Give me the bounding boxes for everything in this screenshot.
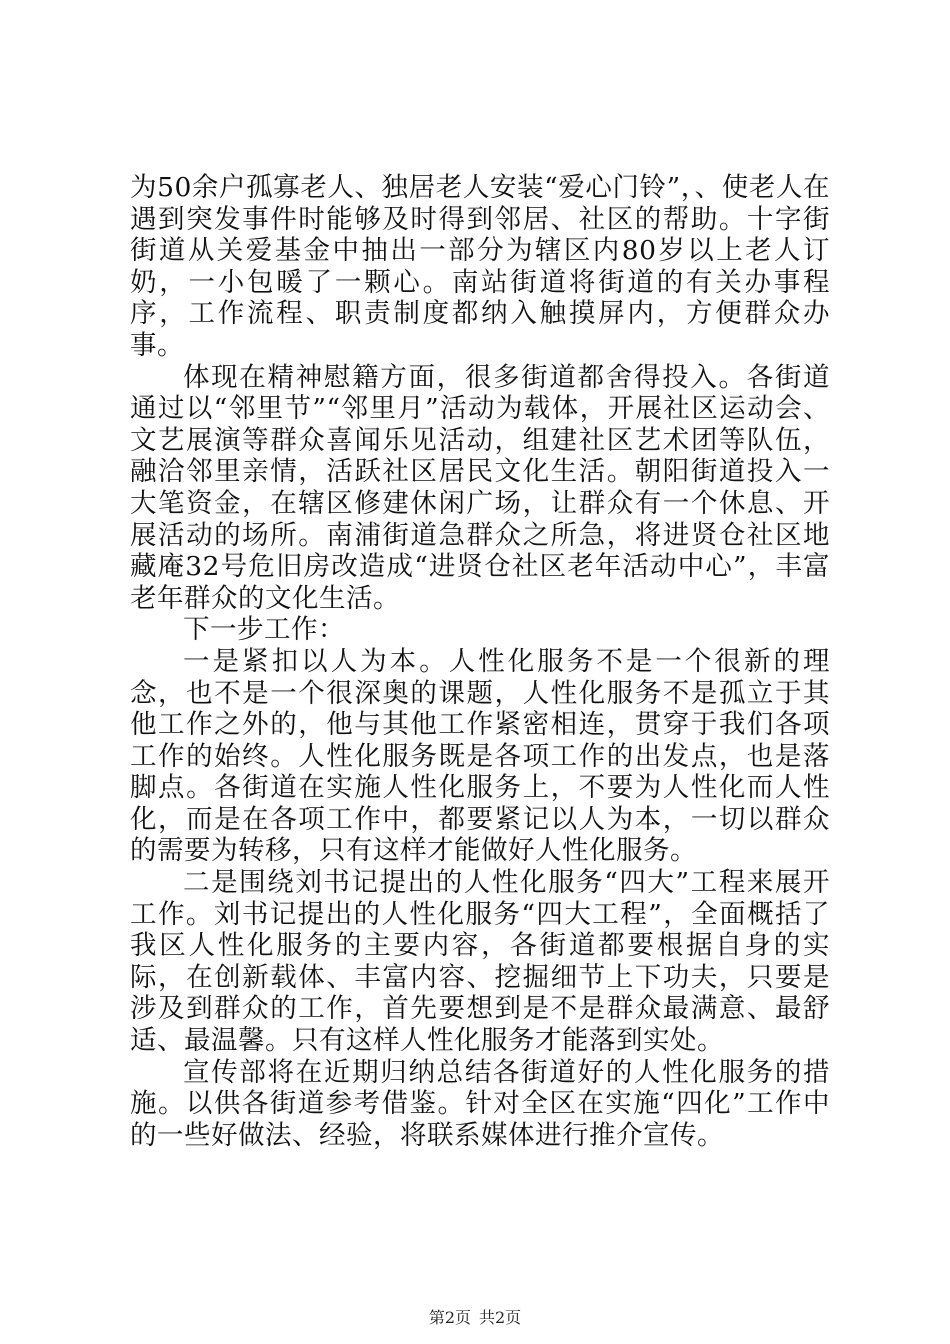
paragraph-point-one: 一是紧扣以人为本。人性化服务不是一个很新的理念，也不是一个很深奥的课题，人性化服务不是孤立于其他工作之外的，他与其他工作紧密相连，贯穿于我们各项工作的始终。人性化服务既是各项工作的出发点，也是落脚点。各街道在实施人性化服务上，不要为人性化而人性化，而是在各项工作中，都要紧记以人为本，一切以群众的需要为转移，只有这样才能做好人性化服务。 — [130, 645, 830, 867]
paragraph-point-two: 二是围绕刘书记提出的人性化服务“四大”工程来展开工作。刘书记提出的人性化服务“四大工程”，全面概括了我区人性化服务的主要内容，各街道都要根据自身的实际，在创新载体、丰富内容、挖掘细节上下功夫，只要是涉及到群众的工作，首先要想到是不是群众最满意、最舒适、最温馨。只有这样人性化服务才能落到实处。 — [130, 867, 830, 1057]
paragraph-continued: 为50余户孤寡老人、独居老人安装“爱心门铃”，、使老人在遇到突发事件时能够及时得到邻居、社区的帮助。十字街街道从关爱基金中抽出一部分为辖区内80岁以上老人订奶，一小包暖了一颗心。南站街道将街道的有关办事程序，工作流程、职责制度都纳入触摸屏内，方便群众办事。 — [130, 172, 830, 361]
page-total: 共2页 — [479, 1308, 522, 1327]
page-footer — [0, 1308, 950, 1328]
paragraph-spiritual-comfort: 体现在精神慰籍方面，很多街道都舍得投入。各街道通过以“邻里节”“邻里月”活动为载体，开展社区运动会、文艺展演等群众喜闻乐见活动，组建社区艺术团等队伍，融洽邻里亲情，活跃社区居民文化生活。朝阳街道投入一大笔资金，在辖区修建休闲广场，让群众有一个休息、开展活动的场所。南浦街道急群众之所急，将进贤仓社区地藏庵32号危旧房改造成“进贤仓社区老年活动中心”，丰富老年群众的文化生活。 — [130, 361, 830, 614]
document-body — [130, 172, 830, 1151]
page-number: 第2页 — [428, 1308, 471, 1327]
paragraph-next-steps-heading: 下一步工作： — [183, 614, 345, 646]
paragraph-publicity: 宣传部将在近期归纳总结各街道好的人性化服务的措施。以供各街道参考借鉴。针对全区在实施“四化”工作中的一些好做法、经验，将联系媒体进行推介宣传。 — [130, 1056, 830, 1151]
